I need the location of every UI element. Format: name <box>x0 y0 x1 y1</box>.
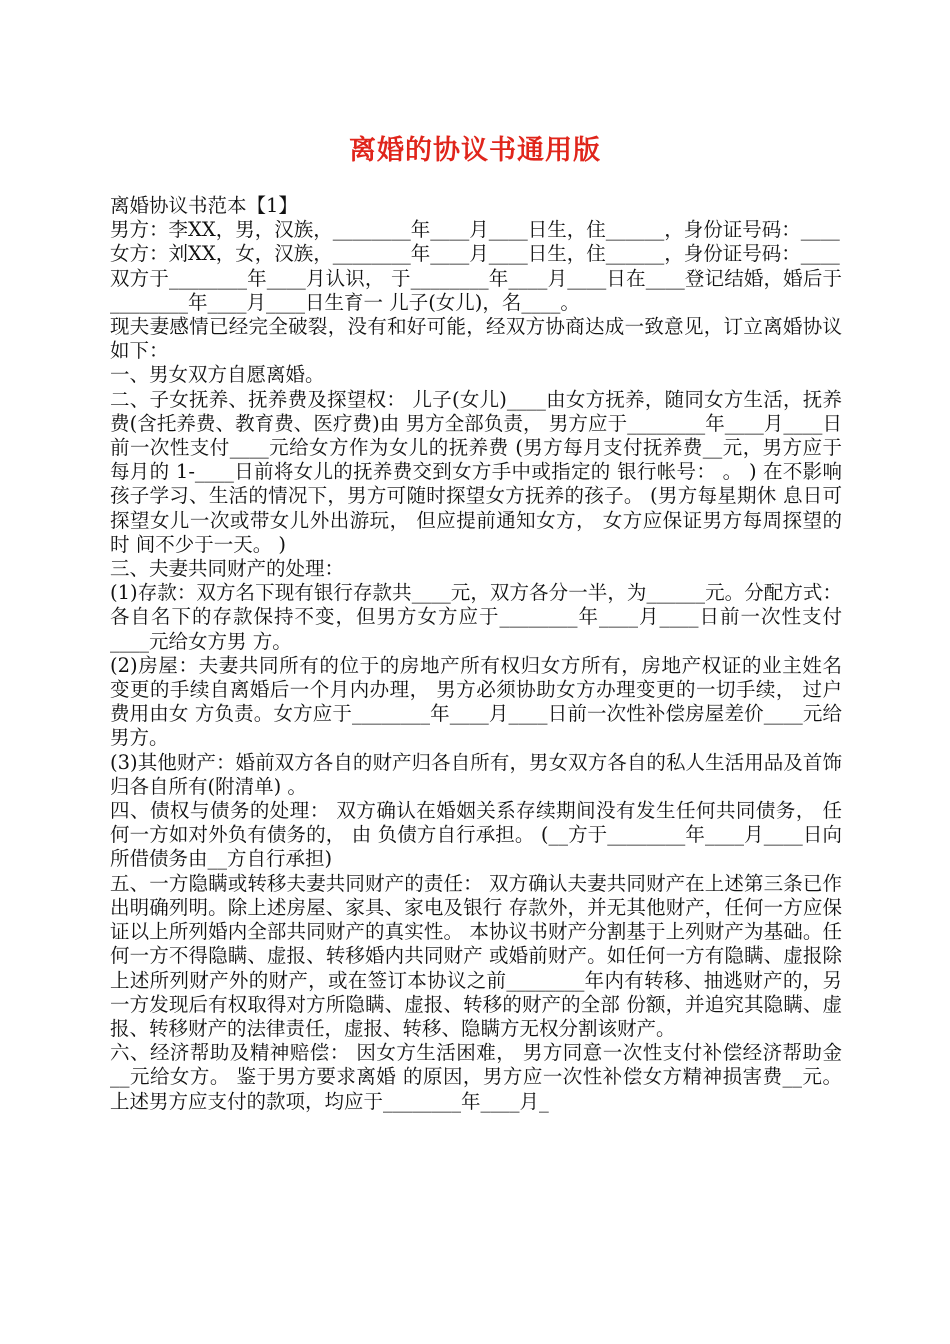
paragraph: 离婚协议书范本【1】 <box>110 194 298 217</box>
document-body <box>110 194 842 1114</box>
paragraph: (2)房屋：夫妻共同所有的位于的房地产所有权归女方所有，房地产权证的业主姓名 变更的手续自离婚后一个月内办理， 男方必须协助女方办理变更的一切手续， 过户费用由女 方负责。女方应于________年____月____日前一次性补偿房屋差价____元给男方。 <box>110 653 842 750</box>
paragraph: 四、债权与债务的处理： 双方确认在婚姻关系存续期间没有发生任何共同债务， 任何一方如对外负有债务的， 由 负债方自行承担。 (__方于________年____月____日向所借债务由__方自行承担) <box>110 799 842 871</box>
paragraph: 现夫妻感情已经完全破裂，没有和好可能，经双方协商达成一致意见，订立离婚协议如下： <box>110 315 842 363</box>
paragraph: 二、子女抚养、抚养费及探望权： 儿子(女儿)____由女方抚养，随同女方生活，抚养费(含托养费、教育费、医疗费)由 男方全部负责， 男方应于________年____月____日前一次性支付____元给女方作为女儿的抚养费 (男方每月支付抚养费__元，男方应于每月的 1-____日前将女儿的抚养费交到女方手中或指定的 银行帐号： 。 ) 在不影响孩子学习、生活的情况下，男方可随时探望女方抚养的孩子。 (男方每星期休 息日可探望女儿一次或带女儿外出游玩， 但应提前通知女方， 女方应保证男方每周探望的时 间不少于一天。 ) <box>110 387 842 556</box>
paragraph: (1)存款：双方名下现有银行存款共____元，双方各分一半，为______元。分配方式： 各自名下的存款保持不变，但男方女方应于________年____月____日前一次性支付____元给女方男 方。 <box>110 581 842 653</box>
paragraph: (3)其他财产：婚前双方各自的财产归各自所有，男女双方各自的私人生活用品及首饰 归各自所有(附清单) 。 <box>110 750 842 798</box>
paragraph: 六、经济帮助及精神赔偿： 因女方生活困难， 男方同意一次性支付补偿经济帮助金__元给女方。 鉴于男方要求离婚 的原因，男方应一次性补偿女方精神损害费__元。上述男方应支付的款项，均应于________年____月_ <box>110 1041 842 1113</box>
paragraph: 男方：李XX，男，汉族，________年____月____日生，住______，身份证号码：____ <box>110 218 840 242</box>
paragraph: 一、男女双方自愿离婚。 <box>110 363 325 387</box>
paragraph: 五、一方隐瞒或转移夫妻共同财产的责任： 双方确认夫妻共同财产在上述第三条已作出明确列明。除上述房屋、家具、家电及银行 存款外，并无其他财产，任何一方应保证以上所列婚内全部共同财产的真实性。 本协议书财产分割基于上列财产为基础。任何一方不得隐瞒、虚报、转移婚内共同财产 或婚前财产。如任何一方有隐瞒、虚报除上述所列财产外的财产，或在签订本协议之前________年内有转移、抽逃财产的，另一方发现后有权取得对方所隐瞒、虚报、转移的财产的全部 份额，并追究其隐瞒、虚报、转移财产的法律责任，虚报、转移、隐瞒方无权分割该财产。 <box>110 871 842 1040</box>
paragraph: 双方于________年____月认识， 于________年____月____日在____登记结婚，婚后于________年____月____日生育一 儿子(女儿)，名____。 <box>110 266 842 314</box>
document-title: 离婚的协议书通用版 <box>349 135 601 166</box>
paragraph: 女方：刘XX，女，汉族，________年____月____日生，住______，身份证号码：____ <box>110 242 840 266</box>
paragraph: 三、夫妻共同财产的处理： <box>110 557 345 581</box>
